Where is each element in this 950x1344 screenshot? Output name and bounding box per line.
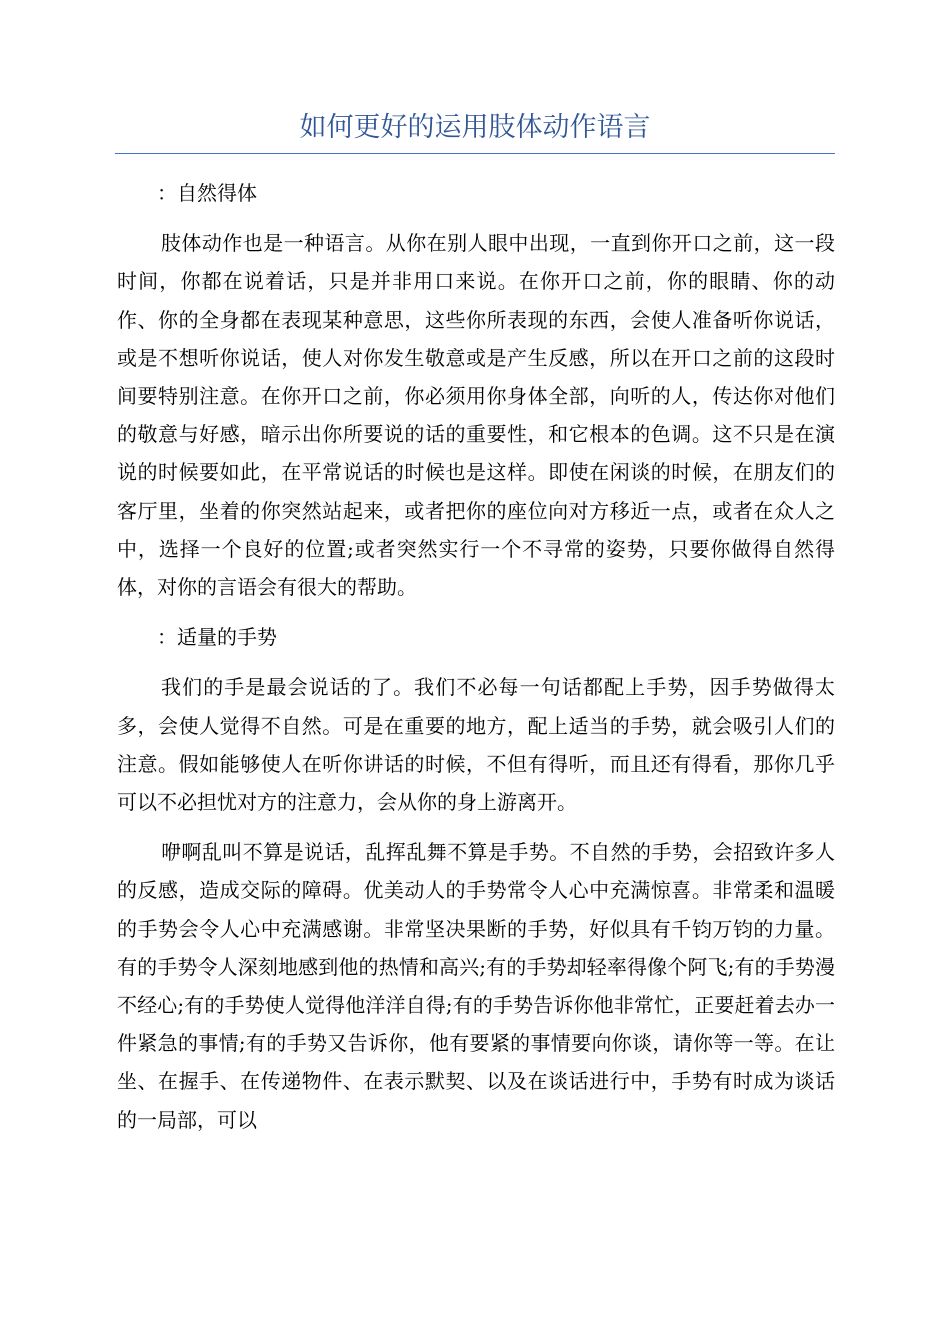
- section-heading-gestures: ：适量的手势: [157, 625, 277, 650]
- title-underline: [115, 153, 835, 154]
- paragraph-gesture-types: 咿啊乱叫不算是说话，乱挥乱舞不算是手势。不自然的手势，会招致许多人的反感，造成交际的障碍。优美动人的手势常令人心中充满惊喜。非常柔和温暖的手势会令人心中充满感谢。非常坚决果断的手势，好似具有千钧万钧的力量。有的手势令人深刻地感到他的热情和高兴;有的手势却轻率得像个阿飞;有的手势漫不经心;有的手势使人觉得他洋洋自得;有的手势告诉你他非常忙，正要赶着去办一件紧急的事情;有的手势又告诉你，他有要紧的事情要向你谈，请你等一等。在让坐、在握手、在传递物件、在表示默契、以及在谈话进行中，手势有时成为谈话的一局部，可以: [117, 840, 835, 1132]
- paragraph-hands: 我们的手是最会说话的了。我们不必每一句话都配上手势，因手势做得太多，会使人觉得不自然。可是在重要的地方，配上适当的手势，就会吸引人们的注意。假如能够使人在听你讲话的时候，不但有得听，而且还有得看，那你几乎可以不必担忧对方的注意力，会从你的身上游离开。: [117, 675, 835, 815]
- document-title: 如何更好的运用肢体动作语言: [299, 112, 651, 143]
- section-heading-natural: ：自然得体: [157, 181, 257, 205]
- paragraph-natural: 肢体动作也是一种语言。从你在别人眼中出现，一直到你开口之前，这一段时间，你都在说着话，只是并非用口来说。在你开口之前，你的眼睛、你的动作、你的全身都在表现某种意思，这些你所表现的东西，会使人准备听你说话，或是不想听你说话，使人对你发生敬意或是产生反感，所以在开口之前的这段时间要特别注意。在你开口之前，你必须用你身体全部，向听的人，传达你对他们的敬意与好感，暗示出你所要说的话的重要性，和它根本的色调。这不只是在演说的时候要如此，在平常说话的时候也是这样。即使在闲谈的时候，在朋友们的客厅里，坐着的你突然站起来，或者把你的座位向对方移近一点，或者在众人之中，选择一个良好的位置;或者突然实行一个不寻常的姿势，只要你做得自然得体，对你的言语会有很大的帮助。: [117, 231, 835, 600]
- document-body: [117, 174, 835, 1151]
